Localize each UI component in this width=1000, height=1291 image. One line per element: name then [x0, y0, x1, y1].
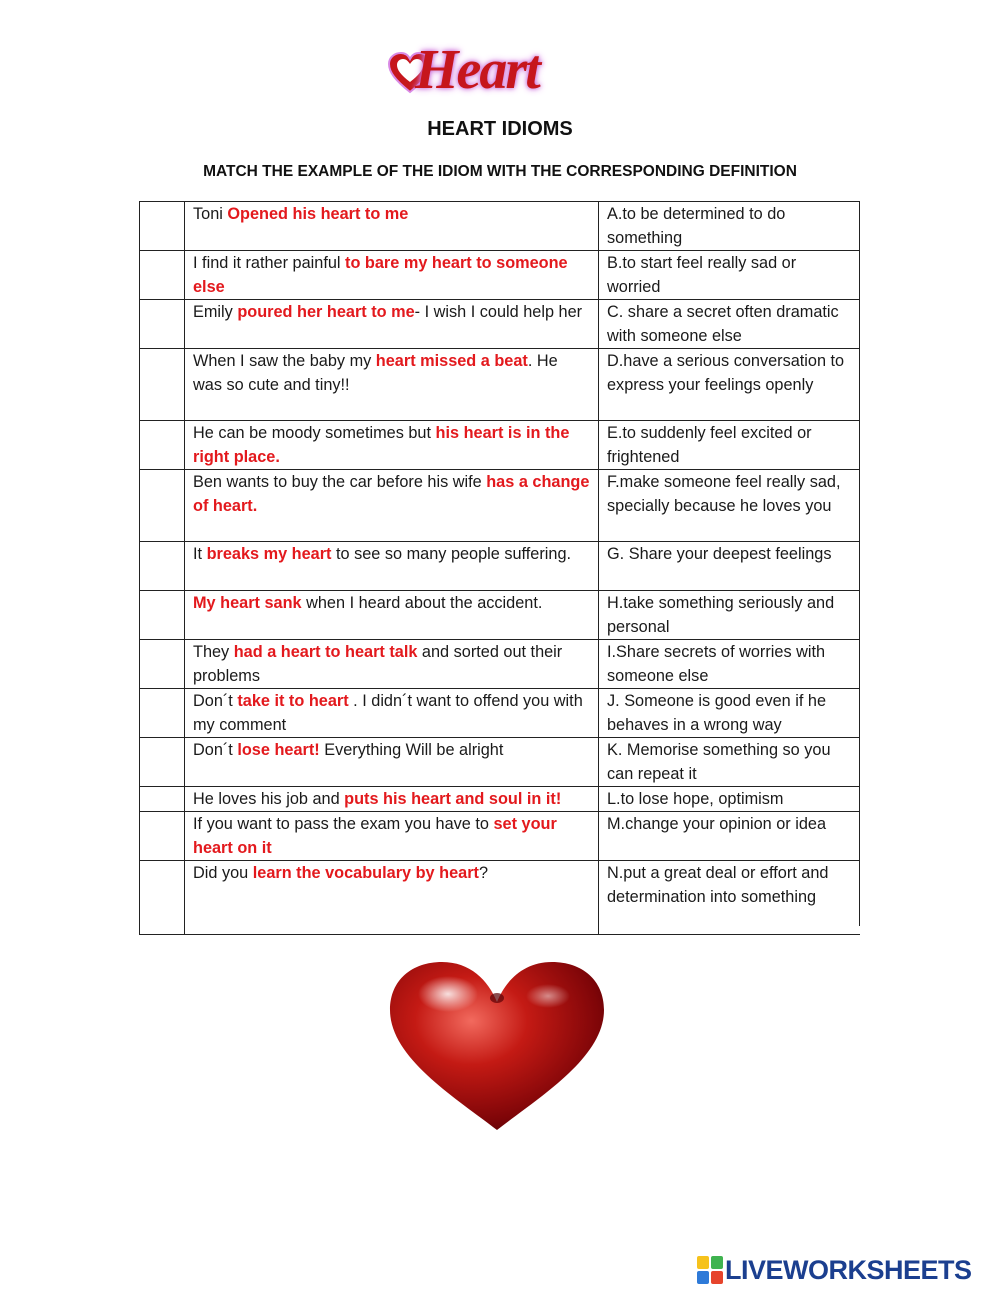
answer-cell[interactable]: [140, 861, 185, 935]
example-text: If you want to pass the exam you have to: [193, 815, 494, 833]
definition-cell: M.change your opinion or idea: [599, 812, 860, 861]
example-text: - I wish I could help her: [414, 303, 583, 321]
table-row: [140, 421, 860, 470]
example-text: Everything Will be alright: [319, 741, 504, 759]
table-row: [140, 202, 860, 251]
example-text: I find it rather painful: [193, 254, 346, 272]
example-cell: [185, 689, 599, 738]
definition-cell: A.to be determined to do something: [599, 202, 860, 251]
table-gap-1: [330, 926, 598, 934]
example-cell: [185, 542, 599, 591]
red-heart-icon: [386, 958, 608, 1134]
definition-cell: E.to suddenly feel excited or frightened: [599, 421, 860, 470]
answer-cell[interactable]: [140, 738, 185, 787]
idiom-highlight: poured her heart to me: [237, 303, 415, 321]
table-row: [140, 812, 860, 861]
example-text: ?: [478, 864, 489, 882]
table-row: [140, 591, 860, 640]
example-cell: [185, 202, 599, 251]
table-row: [140, 349, 860, 421]
example-cell: [185, 349, 599, 421]
table-row: [140, 738, 860, 787]
idiom-highlight: My heart sank: [193, 594, 302, 612]
idiom-highlight: puts his heart and soul in it!: [344, 790, 562, 808]
liveworksheets-logo-icon: [697, 1256, 723, 1284]
example-cell: [185, 738, 599, 787]
definition-cell: F.make someone feel really sad, specially because he loves you: [599, 470, 860, 542]
answer-cell[interactable]: [140, 542, 185, 591]
example-text: Don´t: [193, 741, 238, 759]
example-text: Emily: [193, 303, 238, 321]
idiom-highlight: heart missed a beat: [375, 352, 528, 370]
answer-cell[interactable]: [140, 640, 185, 689]
example-cell: [185, 421, 599, 470]
table-row: [140, 861, 860, 935]
example-text: It: [193, 545, 207, 563]
heart-logo: [385, 36, 595, 108]
example-cell: [185, 812, 599, 861]
table-row: [140, 300, 860, 349]
example-cell: [185, 470, 599, 542]
logo-text: Heart: [415, 39, 539, 101]
example-text: Toni: [193, 205, 228, 223]
idiom-highlight: learn the vocabulary by heart: [252, 864, 479, 882]
idiom-highlight: has a change of heart.: [193, 473, 590, 515]
example-cell: [185, 787, 599, 812]
definition-cell: I.Share secrets of worries with someone else: [599, 640, 860, 689]
example-text: when I heard about the accident.: [301, 594, 543, 612]
page-instructions: MATCH THE EXAMPLE OF THE IDIOM WITH THE CORRESPONDING DEFINITION: [203, 163, 797, 180]
idiom-highlight: lose heart!: [237, 741, 320, 759]
idiom-highlight: his heart is in the right place.: [193, 424, 570, 466]
definition-cell: D.have a serious conversation to express your feelings openly: [599, 349, 860, 421]
definition-cell: K. Memorise something so you can repeat it: [599, 738, 860, 787]
example-text: Ben wants to buy the car before his wife: [193, 473, 487, 491]
idiom-highlight: take it to heart: [237, 692, 349, 710]
page-title: HEART IDIOMS: [427, 118, 573, 140]
definition-cell: N.put a great deal or effort and determination into something: [599, 861, 860, 935]
example-text: They: [193, 643, 234, 661]
liveworksheets-brand: [697, 1253, 972, 1287]
example-text: to see so many people suffering.: [331, 545, 572, 563]
idiom-highlight: had a heart to heart talk: [233, 643, 418, 661]
example-cell: [185, 640, 599, 689]
answer-cell[interactable]: [140, 421, 185, 470]
definition-cell: G. Share your deepest feelings: [599, 542, 860, 591]
example-cell: [185, 300, 599, 349]
table-row: [140, 470, 860, 542]
example-text: . I didn´t want to offend you with my comment: [193, 692, 583, 734]
table-gap-2: [666, 926, 860, 934]
answer-cell[interactable]: [140, 812, 185, 861]
table-row: [140, 787, 860, 812]
example-text: He loves his job and: [193, 790, 345, 808]
idiom-highlight: set your heart on it: [193, 815, 557, 857]
table-row: [140, 640, 860, 689]
example-cell: [185, 591, 599, 640]
idiom-highlight: to bare my heart to someone else: [193, 254, 568, 296]
definition-cell: J. Someone is good even if he behaves in a wrong way: [599, 689, 860, 738]
answer-cell[interactable]: [140, 689, 185, 738]
idioms-table: [139, 201, 860, 935]
definition-cell: B.to start feel really sad or worried: [599, 251, 860, 300]
example-text: When I saw the baby my: [193, 352, 376, 370]
example-cell: [185, 251, 599, 300]
example-text: Don´t: [193, 692, 238, 710]
example-text: He can be moody sometimes but: [193, 424, 436, 442]
example-cell: [185, 861, 599, 935]
answer-cell[interactable]: [140, 787, 185, 812]
definition-cell: C. share a secret often dramatic with someone else: [599, 300, 860, 349]
example-text: . He was so cute and tiny!!: [193, 352, 558, 394]
answer-cell[interactable]: [140, 591, 185, 640]
brand-name: LIVEWORKSHEETS: [725, 1254, 972, 1285]
idiom-highlight: Opened his heart to me: [227, 205, 409, 223]
table-row: [140, 251, 860, 300]
example-text: and sorted out their problems: [193, 643, 563, 685]
example-text: Did you: [193, 864, 253, 882]
table-row: [140, 689, 860, 738]
definition-cell: H.take something seriously and personal: [599, 591, 860, 640]
definition-cell: L.to lose hope, optimism: [599, 787, 860, 812]
answer-cell[interactable]: [140, 300, 185, 349]
idiom-highlight: breaks my heart: [206, 545, 332, 563]
answer-cell[interactable]: [140, 470, 185, 542]
answer-cell[interactable]: [140, 251, 185, 300]
answer-cell[interactable]: [140, 202, 185, 251]
answer-cell[interactable]: [140, 349, 185, 421]
table-row: [140, 542, 860, 591]
